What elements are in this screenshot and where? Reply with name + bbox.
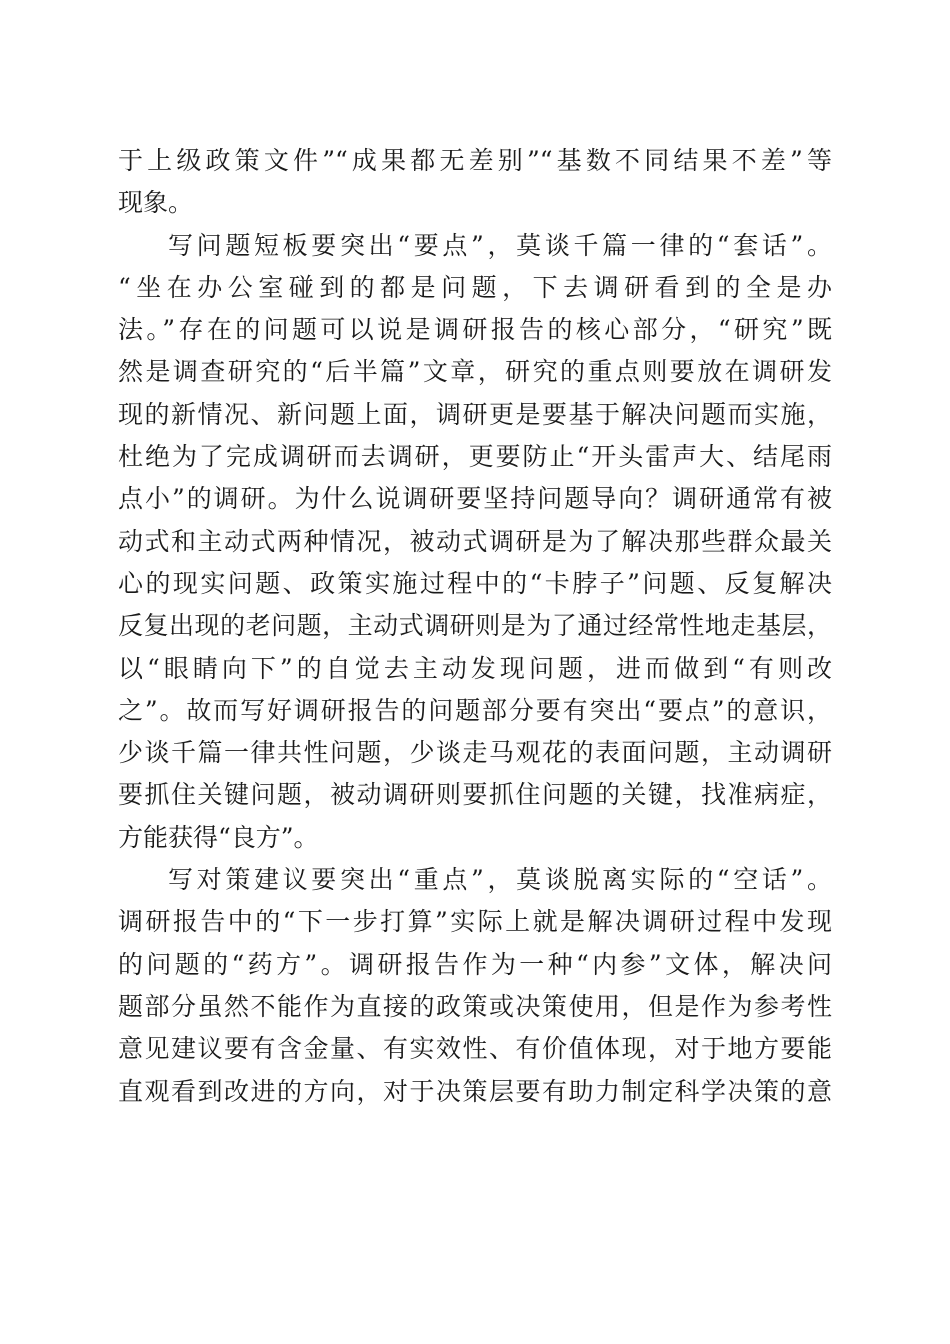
text-line: 的问题的“药方”。调研报告作为一种“内参”文体，解决问 bbox=[118, 949, 832, 979]
text-line: 现的新情况、新问题上面，调研更是要基于解决问题而实施， bbox=[118, 399, 832, 429]
text-line: 调研报告中的“下一步打算”实际上就是解决调研过程中发现 bbox=[118, 907, 832, 937]
text-line: 于上级政策文件”“成果都无差别”“基数不同结果不差”等 bbox=[118, 146, 832, 175]
text-line: 少谈千篇一律共性问题，少谈走马观花的表面问题，主动调研 bbox=[118, 738, 832, 768]
text-line: 杜绝为了完成调研而去调研，更要防止“开头雷声大、结尾雨 bbox=[118, 442, 832, 472]
text-line: 现象。 bbox=[118, 188, 194, 218]
text-line: 写问题短板要突出“要点”，莫谈千篇一律的“套话”。 bbox=[168, 230, 832, 260]
text-line: 方能获得“良方”。 bbox=[118, 822, 319, 852]
text-line: 以“眼睛向下”的自觉去主动发现问题，进而做到“有则改 bbox=[118, 653, 832, 683]
text-line: “坐在办公室碰到的都是问题，下去调研看到的全是办 bbox=[118, 272, 832, 302]
text-line: 要抓住关键问题，被动调研则要抓住问题的关键，找准病症， bbox=[118, 780, 832, 810]
text-line: 法。”存在的问题可以说是调研报告的核心部分，“研究”既 bbox=[118, 315, 832, 345]
body-text bbox=[118, 140, 832, 1113]
text-line: 题部分虽然不能作为直接的政策或决策使用，但是作为参考性 bbox=[118, 991, 832, 1021]
text-line: 直观看到改进的方向，对于决策层要有助力制定科学决策的意 bbox=[118, 1076, 832, 1106]
text-line: 心的现实问题、政策实施过程中的“卡脖子”问题、反复解决 bbox=[118, 568, 832, 598]
text-line: 动式和主动式两种情况，被动式调研是为了解决那些群众最关 bbox=[118, 526, 832, 556]
text-line: 写对策建议要突出“重点”，莫谈脱离实际的“空话”。 bbox=[168, 865, 832, 895]
text-line: 反复出现的老问题，主动式调研则是为了通过经常性地走基层， bbox=[118, 611, 832, 641]
text-line: 之”。故而写好调研报告的问题部分要有突出“要点”的意识， bbox=[118, 695, 832, 725]
text-line: 点小”的调研。为什么说调研要坚持问题导向？调研通常有被 bbox=[118, 484, 832, 514]
text-line: 然是调查研究的“后半篇”文章，研究的重点则要放在调研发 bbox=[118, 357, 832, 387]
text-line: 意见建议要有含金量、有实效性、有价值体现，对于地方要能 bbox=[118, 1034, 832, 1064]
